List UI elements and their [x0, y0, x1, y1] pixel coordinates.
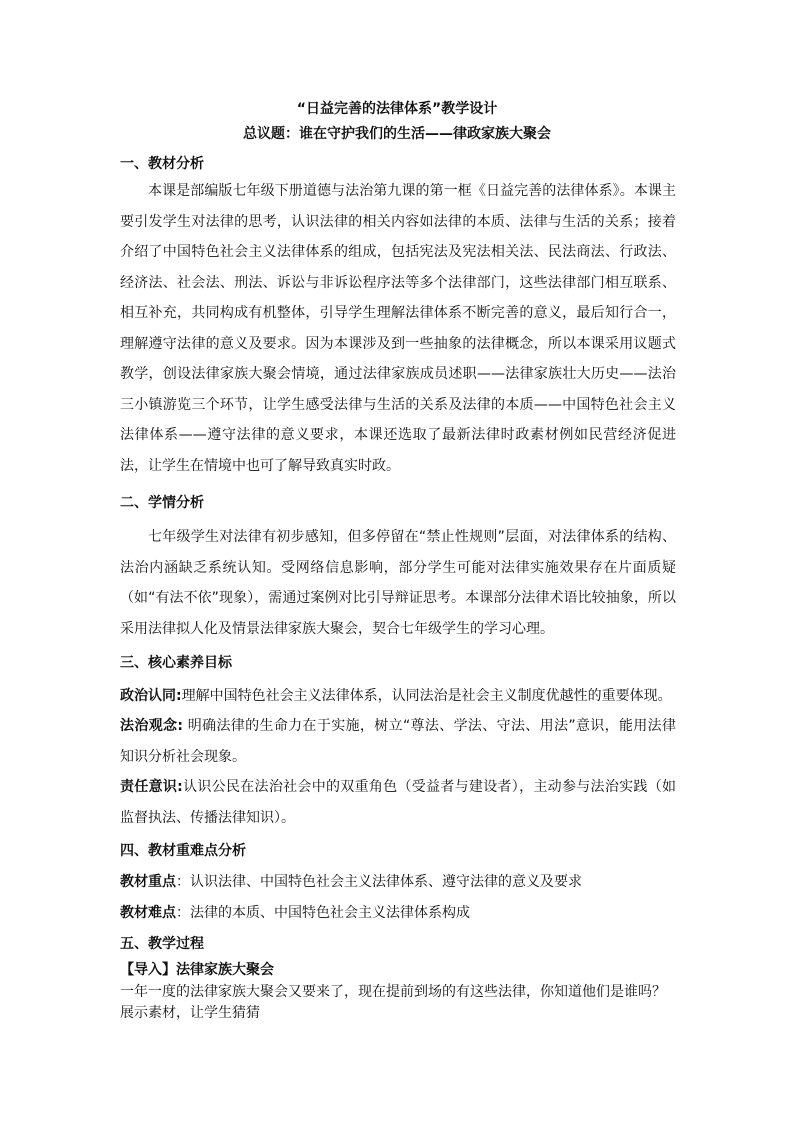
goal-text: 明确法律的生命力在于实施，树立“尊法、学法、守法、用法”意识，能用法律知识分析社会现象。 [120, 718, 676, 765]
document-subtitle: 总议题：谁在守护我们的生活——律政家族大聚会 [243, 126, 551, 142]
section-heading-core-goals: 三、核心素养目标 [120, 655, 232, 671]
intro-heading: 【导入】法律家族大聚会 [120, 962, 274, 978]
key-point-line [120, 873, 680, 891]
difficulty-label: 教材难点 [120, 905, 176, 921]
student-analysis-paragraph: 七年级学生对法律有初步感知，但多停留在“禁止性规则”层面，对法律体系的结构、法治内涵缺乏系统认知。受网络信息影响，部分学生可能对法律实施效果存在片面质疑（如“有法不依”现象），需通过案例对比引导辩证思考。本课部分法律术语比较抽象，所以采用法律拟人化及情景法律家族大聚会，契合七年级学生的学习心理。 [120, 529, 676, 637]
section-heading-textbook-analysis: 一、教材分析 [120, 156, 204, 172]
goal-rule-of-law [120, 711, 676, 772]
section-heading-student-analysis: 二、学情分析 [120, 495, 204, 511]
goal-responsibility [120, 772, 676, 833]
goal-label: 法治观念: [120, 718, 183, 734]
textbook-analysis-paragraph: 本课是部编版七年级下册道德与法治第九课的第一框《日益完善的法律体系》。本课主要引发学生对法律的思考，认识法律的相关内容如法律的本质、法律与生活的关系；接着介绍了中国特色社会主义法律体系的组成，包括宪法及宪法相关法、民法商法、行政法、经济法、社会法、刑法、诉讼与非诉讼程序法等多个法律部门，这些法律部门相互联系、相互补充，共同构成有机整体，引导学生理解法律体系不断完善的意义，最后知行合一，理解遵守法律的意义及要求。因为本课涉及到一些抽象的法律概念，所以本课采用议题式教学，创设法律家族大聚会情境，通过法律家族成员述职——法律家族壮大历史——法治三小镇游览三个环节，让学生感受法律与生活的关系及法律的本质——中国特色社会主义法律体系——遵守法律的意义要求，本课还选取了最新法律时政素材例如民营经济促进法，让学生在情境中也可了解导致真实时政。 [120, 183, 676, 474]
key-point-label: 教材重点 [120, 874, 176, 890]
goal-label: 责任意识: [120, 779, 183, 795]
key-point-text: ：认识法律、中国特色社会主义法律体系、遵守法律的意义及要求 [176, 874, 582, 890]
section-heading-teaching-process: 五、教学过程 [120, 936, 204, 952]
goal-text: 认识公民在法治社会中的双重角色（受益者与建设者），主动参与法治实践（如监督执法、传播法律知识）。 [120, 779, 677, 826]
goal-label: 政治认同: [120, 688, 182, 704]
difficulty-line [120, 904, 680, 922]
goal-text: 理解中国特色社会主义法律体系，认同法治是社会主义制度优越性的重要体现。 [181, 688, 672, 704]
difficulty-text: ：法律的本质、中国特色社会主义法律体系构成 [176, 905, 470, 921]
intro-line-1: 一年一度的法律家族大聚会又要来了，现在提前到场的有这些法律，你知道他们是谁吗？ [120, 984, 666, 1000]
document-title: “日益完善的法律体系”教学设计 [296, 101, 498, 117]
intro-line-2: 展示素材，让学生猜猜 [120, 1005, 260, 1021]
section-heading-key-difficult: 四、教材重难点分析 [120, 843, 246, 859]
goal-political-identity [120, 681, 676, 712]
